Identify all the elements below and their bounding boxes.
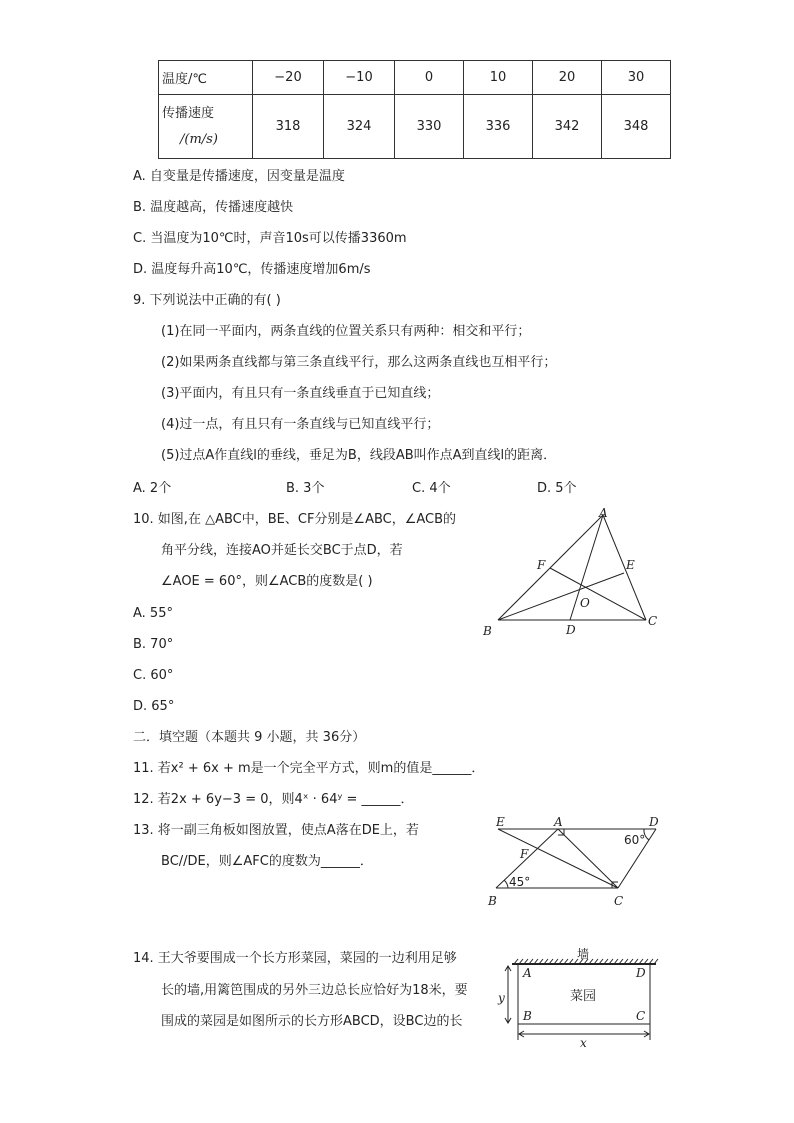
q9-statement-5: (5)过点A作直线l的垂线，垂足为B，线段AB叫作点A到直线l的距离． xyxy=(161,448,557,463)
angle-60-label: 60° xyxy=(624,833,646,847)
table-cell: 330 xyxy=(395,95,464,159)
label-a: A xyxy=(599,506,608,520)
q10-option-b: B. 70° xyxy=(133,637,174,652)
q9-option-b: B. 3个 xyxy=(286,481,325,496)
q14-line-1: 14. 王大爷要围成一个长方形菜园，菜园的一边利用足够 xyxy=(133,951,457,966)
temperature-speed-table xyxy=(158,60,671,159)
table-header-speed xyxy=(159,95,253,159)
q14-line-3: 围成的菜园是如图所示的长方形ABCD，设BC边的长 xyxy=(161,1014,463,1029)
q8-option-c: C. 当温度为10℃时，声音10s可以传播3360m xyxy=(133,231,407,246)
label-y: y xyxy=(498,991,505,1005)
table-cell: 342 xyxy=(533,95,602,159)
segment-ac xyxy=(603,515,646,620)
q9-option-d: D. 5个 xyxy=(537,481,577,496)
bisector-be xyxy=(498,573,624,620)
label-c: C xyxy=(648,614,658,628)
label-e: E xyxy=(496,815,505,829)
q9-statement-1: (1)在同一平面内，两条直线的位置关系只有两种：相交和平行； xyxy=(161,324,531,339)
q14-line-2: 长的墙,用篱笆围成的另外三边总长应恰好为18米，要 xyxy=(161,983,468,998)
q10-option-a: A. 55° xyxy=(133,606,173,621)
label-b: B xyxy=(483,624,492,638)
label-c: C xyxy=(636,1009,646,1023)
q12-text: 12. 若2x + 6y−3 = 0，则4ˣ · 64ʸ = ______． xyxy=(133,792,414,807)
table-cell: 0 xyxy=(395,61,464,95)
table-cell: 10 xyxy=(464,61,533,95)
table-cell: 324 xyxy=(324,95,395,159)
label-x: x xyxy=(580,1036,587,1050)
q10-line-3: ∠AOE = 60°，则∠ACB的度数是( ) xyxy=(161,574,373,589)
q13-line-1: 13. 将一副三角板如图放置，使点A落在DE上，若 xyxy=(133,823,419,838)
q8-option-a: A. 自变量是传播速度，因变量是温度 xyxy=(133,169,345,184)
q10-option-c: C. 60° xyxy=(133,668,174,683)
q14-garden-figure xyxy=(498,942,668,1050)
label-e: E xyxy=(626,558,635,572)
q11-text: 11. 若x² + 6x + m是一个完全平方式，则m的值是______． xyxy=(133,761,485,776)
q10-line-2: 角平分线，连接AO并延长交BC于点D，若 xyxy=(161,543,403,558)
q13-line-2: BC//DE，则∠AFC的度数为______． xyxy=(161,854,373,869)
q8-option-d: D. 温度每升高10℃，传播速度增加6m/s xyxy=(133,262,371,277)
table-cell: 336 xyxy=(464,95,533,159)
q9-statement-3: (3)平面内，有且只有一条直线垂直于已知直线； xyxy=(161,386,440,401)
garden-label: 菜园 xyxy=(570,989,597,1004)
label-a: A xyxy=(554,815,563,829)
table-cell: −20 xyxy=(253,61,324,95)
table-header-temperature: 温度/℃ xyxy=(159,61,253,95)
angle-45-label: 45° xyxy=(509,875,531,889)
label-d: D xyxy=(649,815,659,829)
table-cell: 20 xyxy=(533,61,602,95)
label-f: F xyxy=(537,558,546,572)
q9-stem: 9. 下列说法中正确的有( ) xyxy=(133,293,281,308)
q8-option-b: B. 温度越高，传播速度越快 xyxy=(133,200,294,215)
bisector-cf xyxy=(550,568,646,620)
table-cell: 318 xyxy=(253,95,324,159)
q10-line-1: 10. 如图,在 △ABC中，BE、CF分别是∠ABC，∠ACB的 xyxy=(133,512,457,527)
label-f: F xyxy=(520,847,529,861)
q9-statement-2: (2)如果两条直线都与第三条直线平行，那么这两条直线也互相平行； xyxy=(161,355,557,370)
table-row xyxy=(159,95,671,159)
label-c: C xyxy=(614,894,624,908)
label-a: A xyxy=(523,966,532,980)
q10-option-d: D. 65° xyxy=(133,699,175,714)
q9-statement-4: (4)过一点，有且只有一条直线与已知直线平行； xyxy=(161,417,440,432)
label-o: O xyxy=(580,596,590,610)
label-b: B xyxy=(523,1009,532,1023)
q9-option-c: C. 4个 xyxy=(412,481,451,496)
table-cell: 348 xyxy=(602,95,671,159)
speed-header-line1: 传播速度 xyxy=(162,105,215,121)
speed-header-unit: /(m/s) xyxy=(180,131,218,147)
segment-ac xyxy=(558,829,618,888)
table-row xyxy=(159,61,671,95)
label-b: B xyxy=(488,894,497,908)
angle-arc-b xyxy=(504,880,508,888)
label-d: D xyxy=(566,623,576,637)
wall-label: 墙 xyxy=(577,947,590,961)
table-cell: 30 xyxy=(602,61,671,95)
q10-triangle-figure xyxy=(478,505,668,640)
q13-set-squares-figure xyxy=(488,812,668,912)
q9-option-a: A. 2个 xyxy=(133,481,172,496)
label-d: D xyxy=(636,966,646,980)
section-2-heading: 二．填空题（本题共 9 小题，共 36分） xyxy=(133,730,366,745)
table-cell: −10 xyxy=(324,61,395,95)
